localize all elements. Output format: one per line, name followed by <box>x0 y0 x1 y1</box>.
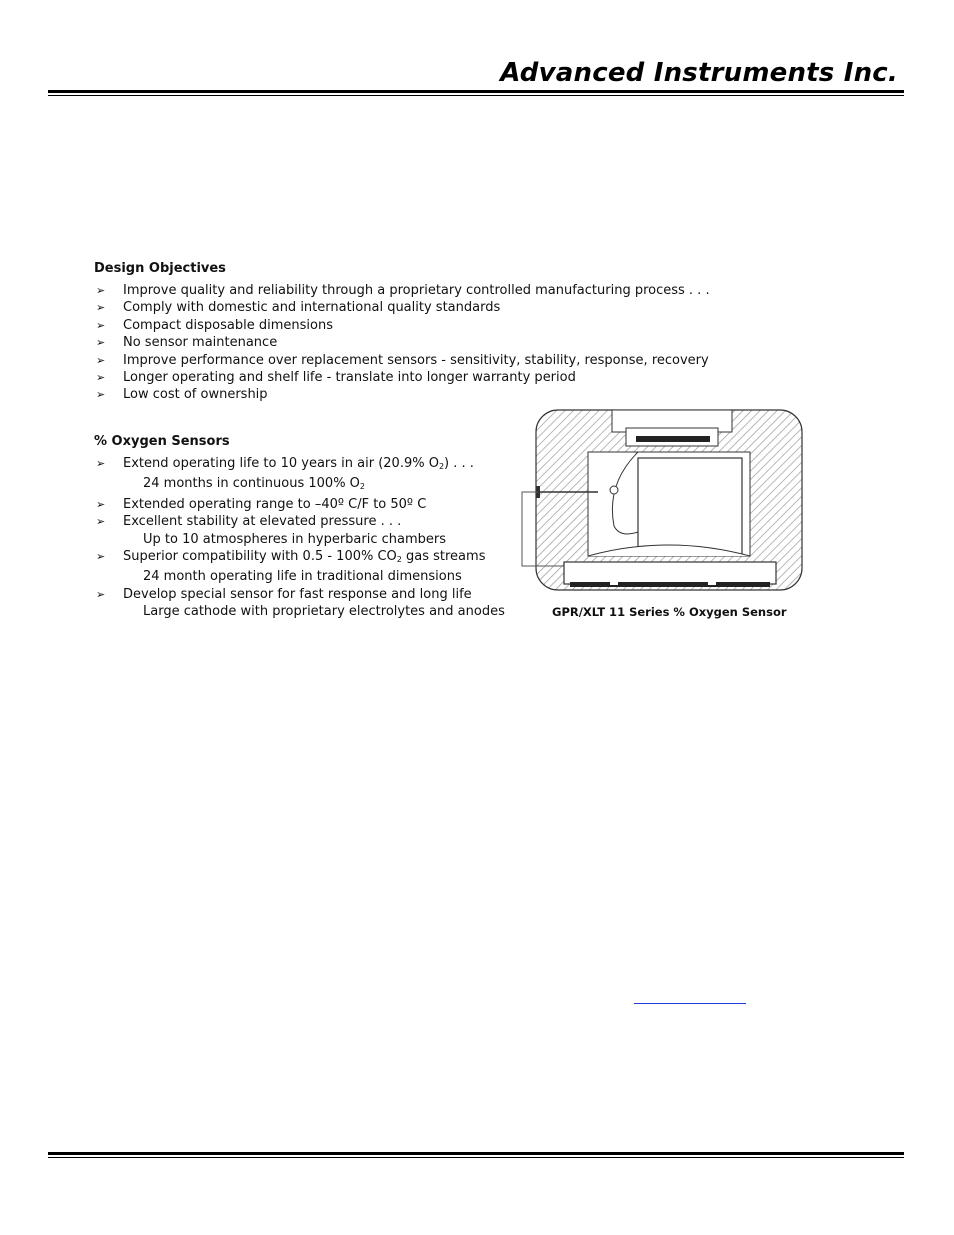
oxygen-sensor-diagram <box>518 406 810 596</box>
figure-caption: GPR/XLT 11 Series % Oxygen Sensor <box>552 605 787 619</box>
arrow-bullet-icon: ➢ <box>96 497 106 511</box>
list-item: ➢ Low cost of ownership <box>96 387 268 403</box>
arrow-bullet-icon: ➢ <box>96 388 106 402</box>
arrow-bullet-icon: ➢ <box>96 371 106 385</box>
list-item: ➢ Extend operating life to 10 years in air (20.9% $O_2$) . . . 24 months in continuous 100% $O_2$ <box>94 455 505 496</box>
list-item: ➢ Longer operating and shelf life - translate into longer warranty period <box>96 370 576 386</box>
arrow-bullet-icon: ➢ <box>96 515 106 529</box>
arrow-bullet-icon: ➢ <box>96 353 106 367</box>
list-item: ➢ Develop special sensor for fast response and long life Large cathode with proprietary electrolytes and anodes <box>96 586 505 620</box>
list-item: ➢ Compact disposable dimensions <box>96 317 333 333</box>
arrow-bullet-icon: ➢ <box>96 587 106 601</box>
list-subitem: 24 month operating life in traditional dimensions <box>143 569 462 585</box>
hyperlink-underline[interactable] <box>634 1003 746 1004</box>
list-item: ➢ Excellent stability at elevated pressure . . . Up to 10 atmospheres in hyperbaric chambers <box>94 513 505 548</box>
list-subitem: Large cathode with proprietary electrolytes and anodes <box>143 604 505 620</box>
oxygen-sensors-heading: % Oxygen Sensors <box>94 434 230 449</box>
arrow-bullet-icon: ➢ <box>96 550 106 564</box>
list-subitem: 24 months in continuous 100% $O_2$ <box>143 476 366 492</box>
list-subitem: Up to 10 atmospheres in hyperbaric chambers <box>143 531 447 547</box>
oxygen-sensors-list <box>94 455 505 621</box>
arrow-bullet-icon: ➢ <box>96 457 106 470</box>
list-item: ➢ Improve quality and reliability through a proprietary controlled manufacturing process . . . <box>96 283 710 298</box>
arrow-bullet-icon: ➢ <box>96 318 106 332</box>
list-item: ➢ No sensor maintenance <box>96 335 278 351</box>
footer-rule <box>48 1152 904 1158</box>
design-objectives-list <box>94 282 710 404</box>
list-item: ➢ Comply with domestic and international quality standards <box>96 300 501 316</box>
list-item: ➢ Superior compatibility with 0.5 - 100% $CO_2$ gas streams 24 month operating life in traditional dimensions <box>94 548 505 586</box>
header-rule <box>48 90 904 96</box>
brand-title: Advanced Instruments Inc. <box>500 58 898 88</box>
design-objectives-heading: Design Objectives <box>94 261 226 276</box>
arrow-bullet-icon: ➢ <box>96 336 106 350</box>
list-item: ➢ Improve performance over replacement sensors - sensitivity, stability, response, recovery <box>96 352 709 368</box>
list-item: ➢ Extended operating range to –40º C/F to 50º C <box>96 496 427 512</box>
arrow-bullet-icon: ➢ <box>96 301 106 315</box>
arrow-bullet-icon: ➢ <box>96 284 106 297</box>
